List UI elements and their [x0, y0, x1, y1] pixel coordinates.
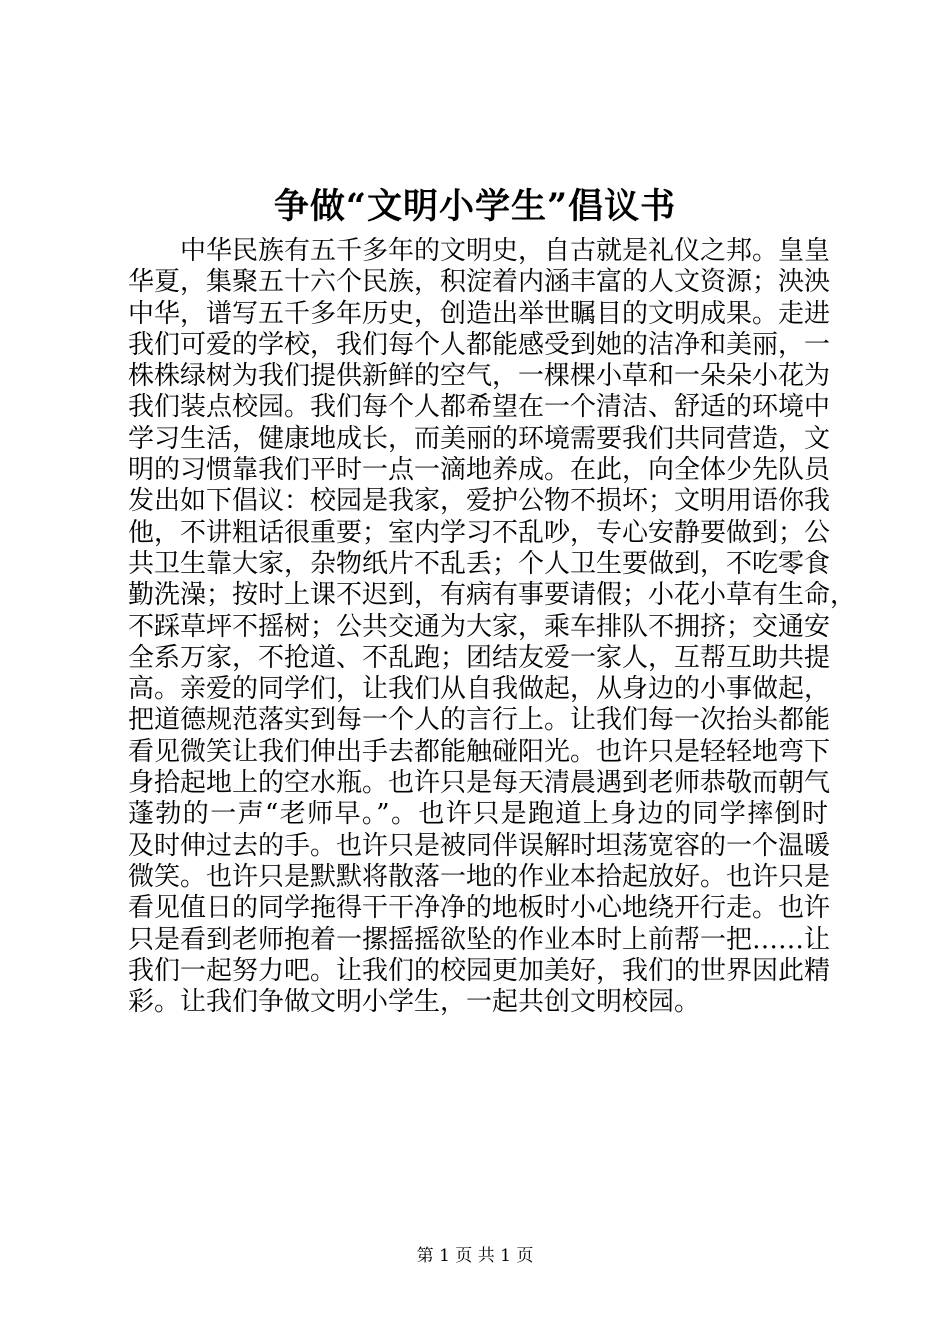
body-line: 株株绿树为我们提供新鲜的空气，一棵棵小草和一朵朵小花为 — [128, 361, 831, 392]
body-line: 明的习惯靠我们平时一点一滴地养成。在此，向全体少先队员 — [128, 455, 831, 486]
page-title: 争做“文明小学生”倡议书 — [273, 186, 677, 227]
body-line: 全系万家，不抢道、不乱跑；团结友爱一家人，互帮互助共提 — [128, 642, 831, 673]
document-body — [128, 236, 857, 1018]
body-line: 不踩草坪不摇树；公共交通为大家，乘车排队不拥挤；交通安 — [128, 611, 831, 642]
body-line: 看见值日的同学拖得干干净净的地板时小心地绕开行走。也许 — [128, 893, 831, 924]
body-line: 微笑。也许只是默默将散落一地的作业本拾起放好。也许只是 — [128, 861, 831, 892]
body-line: 我们一起努力吧。让我们的校园更加美好，我们的世界因此精 — [128, 955, 831, 986]
body-line: 及时伸过去的手。也许只是被同伴误解时坦荡宽容的一个温暖 — [128, 830, 831, 861]
body-line: 看见微笑让我们伸出手去都能触碰阳光。也许只是轻轻地弯下 — [128, 736, 831, 767]
body-line: 彩。让我们争做文明小学生，一起共创文明校园。 — [128, 987, 701, 1018]
body-line: 共卫生靠大家，杂物纸片不乱丢；个人卫生要做到，不吃零食 — [128, 548, 831, 579]
body-line: 把道德规范落实到每一个人的言行上。让我们每一次抬头都能 — [128, 705, 831, 736]
body-line: 中华民族有五千多年的文明史，自古就是礼仪之邦。皇皇 — [180, 236, 831, 266]
body-line: 只是看到老师抱着一摞摇摇欲坠的作业本时上前帮一把……让 — [128, 924, 831, 955]
body-line: 身拾起地上的空水瓶。也许只是每天清晨遇到老师恭敬而朝气 — [128, 768, 831, 799]
body-line: 勤洗澡；按时上课不迟到，有病有事要请假；小花小草有生命， — [128, 580, 857, 611]
body-line: 学习生活，健康地成长，而美丽的环境需要我们共同营造，文 — [128, 423, 831, 454]
body-line: 我们可爱的学校，我们每个人都能感受到她的洁净和美丽，一 — [128, 329, 831, 360]
body-line: 华夏，集聚五十六个民族，积淀着内涵丰富的人文资源；泱泱 — [128, 267, 831, 298]
body-line: 高。亲爱的同学们，让我们从自我做起，从身边的小事做起， — [128, 674, 831, 705]
body-line: 我们装点校园。我们每个人都希望在一个清洁、舒适的环境中 — [128, 392, 831, 423]
body-line: 中华，谱写五千多年历史，创造出举世瞩目的文明成果。走进 — [128, 298, 831, 329]
body-line: 他，不讲粗话很重要；室内学习不乱吵，专心安静要做到；公 — [128, 517, 831, 548]
page-number-footer: 第 1 页 共 1 页 — [416, 1246, 534, 1266]
body-line: 发出如下倡议：校园是我家，爱护公物不损坏；文明用语你我 — [128, 486, 831, 517]
body-line: 蓬勃的一声“老师早。”。也许只是跑道上身边的同学摔倒时 — [128, 799, 828, 830]
